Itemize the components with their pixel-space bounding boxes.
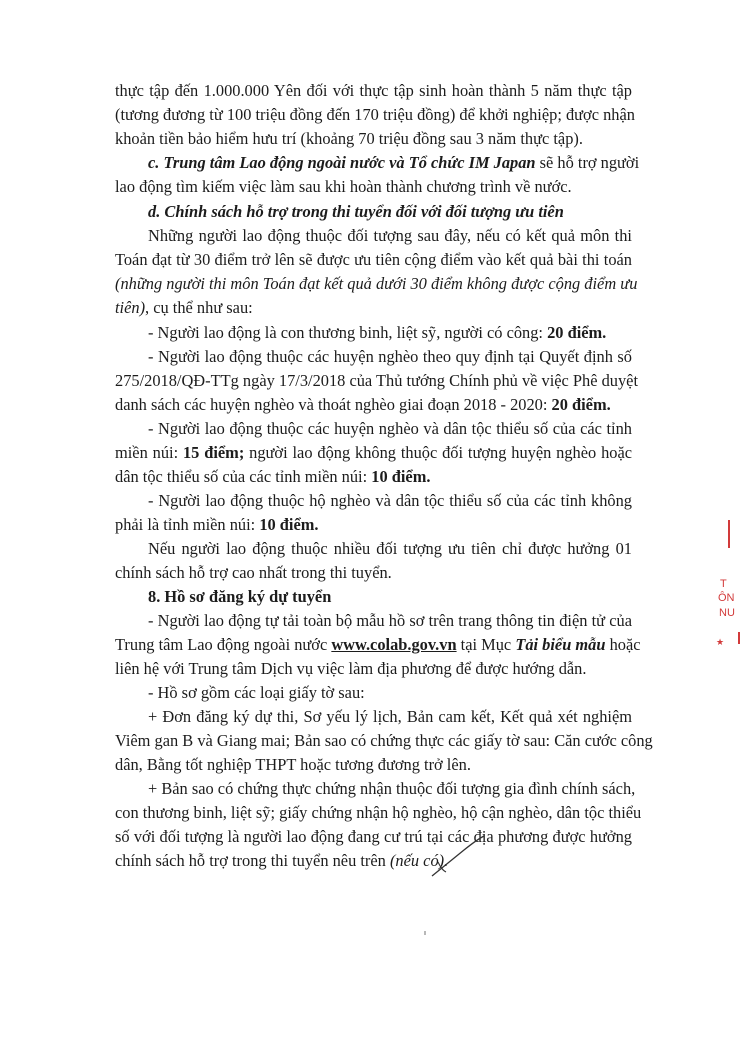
stamp-star: ★ [716, 637, 725, 647]
text-line [115, 128, 583, 150]
body-text: - Người lao động thuộc các huyện nghèo và dân tộc thiểu số của các tỉnh [148, 419, 632, 438]
bullet-line [148, 778, 636, 800]
section-c-line [148, 152, 640, 174]
note-line [115, 273, 638, 295]
body-text: liên hệ với Trung tâm Dịch vụ việc làm địa phương để được hướng dẫn. [115, 659, 587, 678]
bullet-line [148, 346, 632, 368]
emphasis-text: (nếu có). [389, 851, 449, 870]
emphasis-text: 15 điểm; [182, 443, 245, 462]
body-text: - Người lao động thuộc các huyện nghèo theo quy định tại Quyết định số [148, 347, 632, 366]
section-8-heading [148, 586, 331, 608]
body-text: Toán đạt từ 30 điểm trở lên sẽ được ưu tiên cộng điểm vào kết quả bài thi toán [115, 250, 632, 269]
text-line [115, 802, 642, 824]
body-text: phải là tỉnh miền núi: [115, 515, 260, 534]
body-text: Viêm gan B và Giang mai; Bản sao có chứng thực các giấy tờ sau: Căn cước công [115, 731, 653, 750]
stamp-fragment [712, 520, 740, 660]
body-text: , cụ thể như sau: [145, 298, 253, 317]
body-text: + Đơn đăng ký dự thi, Sơ yếu lý lịch, Bản cam kết, Kết quả xét nghiệm [148, 707, 632, 726]
body-text: danh sách các huyện nghèo và thoát nghèo giai đoạn 2018 - 2020: [115, 395, 552, 414]
text-line [115, 826, 632, 848]
body-text: tại Mục [456, 635, 516, 654]
body-text: con thương binh, liệt sỹ; giấy chứng nhận hộ nghèo, hộ cận nghèo, dân tộc thiểu [115, 803, 642, 822]
emphasis-text: www.colab.gov.vn [331, 635, 457, 654]
body-text: + Bản sao có chứng thực chứng nhận thuộc đối tượng gia đình chính sách, [148, 779, 636, 798]
text-line [115, 370, 639, 392]
emphasis-text: (những người thi môn Toán đạt kết quả dưới 30 điểm không được cộng điểm ưu [115, 274, 638, 293]
body-text: thực tập đến 1.000.000 Yên đối với thực tập sinh hoàn thành 5 năm thực tập [115, 81, 632, 100]
body-text: Những người lao động thuộc đối tượng sau đây, nếu có kết quả môn thi [148, 226, 632, 245]
body-text: miền núi: [115, 443, 183, 462]
text-line [115, 634, 641, 656]
body-text: - Người lao động là con thương binh, liệt sỹ, người có công: [148, 323, 548, 342]
text-line [115, 104, 635, 126]
emphasis-text: 10 điểm. [371, 467, 431, 486]
stamp-text: NU [719, 607, 735, 619]
stamp-stroke [728, 520, 730, 548]
text-line [115, 249, 632, 271]
text-line [115, 754, 471, 776]
stamp-text: T [720, 578, 727, 590]
body-text: dân tộc thiểu số của các tỉnh miền núi: [115, 467, 372, 486]
body-text: Trung tâm Lao động ngoài nước [115, 635, 332, 654]
bullet-line [148, 490, 632, 512]
body-text: 275/2018/QĐ-TTg ngày 17/3/2018 của Thủ tướng Chính phủ về việc Phê duyệt [115, 371, 639, 390]
text-line [115, 442, 632, 464]
text-line [115, 80, 632, 102]
emphasis-text: Tải biểu mẫu [515, 635, 606, 654]
body-text: - Người lao động thuộc hộ nghèo và dân tộc thiểu số của các tỉnh không [148, 491, 632, 510]
scan-mark [424, 931, 426, 935]
text-line [115, 514, 319, 536]
body-text: khoản tiền bảo hiểm hưu trí (khoảng 70 triệu đồng sau 3 năm thực tập). [115, 129, 583, 148]
section-d-heading [148, 201, 564, 223]
body-text: hoặc [605, 635, 641, 654]
text-line [148, 538, 632, 560]
body-text: chính sách hỗ trợ trong thi tuyển nêu trên [115, 851, 390, 870]
text-line [115, 297, 253, 319]
bullet-line [148, 706, 632, 728]
text-line [115, 562, 392, 584]
text-line [115, 466, 430, 488]
body-text: lao động tìm kiếm việc làm sau khi hoàn thành chương trình về nước. [115, 177, 572, 196]
text-line [115, 850, 448, 872]
body-text: số với đối tượng là người lao động đang cư trú tại các địa phương được hưởng [115, 827, 632, 846]
stamp-text: ÔN [718, 592, 735, 604]
bullet-line [148, 610, 632, 632]
body-text: chính sách hỗ trợ cao nhất trong thi tuyển. [115, 563, 392, 582]
stamp-stroke [738, 632, 740, 644]
emphasis-text: 20 điểm. [547, 323, 607, 342]
bullet-line [148, 322, 606, 344]
bullet-line [148, 682, 365, 704]
bullet-line [148, 418, 632, 440]
text-line [115, 730, 653, 752]
emphasis-text: tiên) [115, 298, 146, 317]
emphasis-text: c. Trung tâm Lao động ngoài nước và Tổ chức IM Japan [148, 153, 536, 172]
body-text: sẽ hỗ trợ người [535, 153, 640, 172]
text-line [148, 225, 632, 247]
emphasis-text: d. Chính sách hỗ trợ trong thi tuyển đối với đối tượng ưu tiên [148, 202, 564, 221]
text-line [115, 394, 611, 416]
initial-signature [428, 832, 488, 882]
text-line [115, 658, 586, 680]
body-text: - Người lao động tự tải toàn bộ mẫu hồ sơ trên trang thông tin điện tử của [148, 611, 632, 630]
body-text: - Hồ sơ gồm các loại giấy tờ sau: [148, 683, 365, 702]
body-text: người lao động không thuộc đối tượng huyện nghèo hoặc [244, 443, 633, 462]
text-line [115, 176, 572, 198]
emphasis-text: 10 điểm. [259, 515, 319, 534]
emphasis-text: 8. Hồ sơ đăng ký dự tuyển [148, 587, 332, 606]
body-text: dân, Bằng tốt nghiệp THPT hoặc tương đương trở lên. [115, 755, 471, 774]
emphasis-text: 20 điểm. [551, 395, 611, 414]
body-text: (tương đương từ 100 triệu đồng đến 170 triệu đồng) để khởi nghiệp; được nhận [115, 105, 635, 124]
body-text: Nếu người lao động thuộc nhiều đối tượng ưu tiên chỉ được hưởng 01 [148, 539, 632, 558]
